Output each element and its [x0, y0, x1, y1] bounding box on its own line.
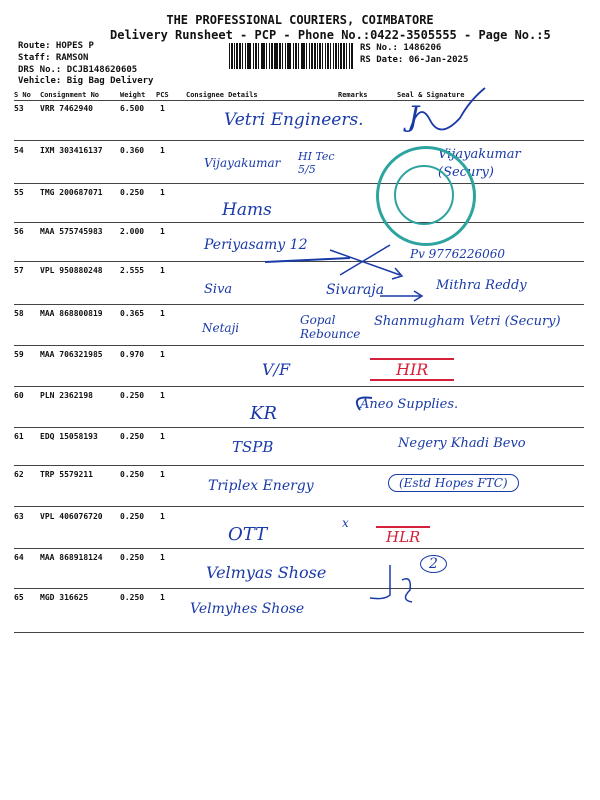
strike-line [265, 258, 350, 262]
signature-stroke [402, 579, 412, 602]
row-sno: 54 [14, 146, 24, 155]
row-consignment: IXM 303416137 [40, 146, 103, 155]
row-pcs: 1 [160, 350, 165, 359]
handwritten-consignee: Periyasamy 12 [204, 237, 308, 253]
handwritten-consignee: Netaji [202, 321, 240, 335]
row-weight: 0.970 [120, 350, 145, 359]
row-pcs: 1 [160, 432, 165, 441]
col-sno: S No [14, 91, 31, 99]
row-consignment: PLN 2362198 [40, 391, 93, 400]
row-sno: 60 [14, 391, 24, 400]
rs-number: RS No.: 1486206 [360, 43, 442, 53]
row-sno: 55 [14, 188, 24, 197]
row-sno: 57 [14, 266, 24, 275]
row-weight: 0.250 [120, 593, 145, 602]
signature-stroke [370, 565, 390, 599]
row-weight: 0.365 [120, 309, 145, 318]
col-consignee: Consignee Details [186, 91, 258, 99]
route-label: Route: HOPES P [18, 41, 94, 51]
cross-stroke [340, 245, 390, 275]
row-sno: 62 [14, 470, 24, 479]
row-weight: 0.250 [120, 470, 145, 479]
row-pcs: 1 [160, 593, 165, 602]
col-weight: Weight [120, 91, 146, 99]
row-sno: 61 [14, 432, 24, 441]
vehicle-label: Vehicle: Big Bag Delivery [18, 76, 154, 86]
col-consignment: Consignment No [40, 91, 100, 99]
handwritten-consignee: V/F [262, 360, 291, 379]
row-consignment: VRR 7462940 [40, 104, 93, 113]
row-pcs: 1 [160, 391, 165, 400]
handwritten-remark: Sivaraja [326, 282, 385, 298]
document-subtitle: Delivery Runsheet - PCP - Phone No.:0422-3505555 - Page No.:5 [110, 28, 551, 42]
col-seal: Seal & Signature [397, 91, 465, 99]
row-consignment: MAA 575745983 [40, 227, 103, 236]
handwritten-signature: HLR [376, 526, 430, 546]
handwritten-consignee: Velmyas Shose [206, 563, 327, 582]
row-consignment: VPL 406076720 [40, 512, 103, 521]
row-pcs: 1 [160, 227, 165, 236]
handwritten-note: Gopal Rebounce [300, 313, 361, 341]
row-pcs: 1 [160, 266, 165, 275]
row-consignment: MAA 868918124 [40, 553, 103, 562]
handwritten-signature: J [408, 100, 420, 133]
row-pcs: 1 [160, 188, 165, 197]
row-consignment: EDQ 15058193 [40, 432, 98, 441]
row-weight: 2.555 [120, 266, 145, 275]
row-sno: 58 [14, 309, 24, 318]
handwritten-signature: Vijayakumar (Secury) [438, 147, 521, 180]
handwritten-consignee: Vetri Engineers. [224, 110, 364, 130]
row-consignment: VPL 950880248 [40, 266, 103, 275]
handwritten-signature: (Estd Hopes FTC) [388, 474, 519, 492]
staff-label: Staff: RAMSON [18, 53, 89, 63]
handwritten-signature: Aneo Supplies. [360, 397, 459, 412]
row-consignment: TMG 200687071 [40, 188, 103, 197]
row-pcs: 1 [160, 470, 165, 479]
handwritten-consignee: Hams [222, 200, 272, 220]
row-consignment: MAA 706321985 [40, 350, 103, 359]
row-weight: 2.000 [120, 227, 145, 236]
row-weight: 0.250 [120, 188, 145, 197]
row-pcs: 1 [160, 104, 165, 113]
handwritten-signature: Pv 9776226060 [410, 247, 506, 261]
row-pcs: 1 [160, 553, 165, 562]
handwritten-signature: Mithra Reddy [436, 278, 527, 293]
handwritten-signature: HIR [370, 358, 454, 381]
handwritten-signature: Shanmugham Vetri (Secury) [374, 314, 561, 329]
row-consignment: MGD 316625 [40, 593, 89, 602]
handwritten-signature: Negery Khadi Bevo [398, 436, 526, 451]
row-weight: 0.250 [120, 553, 145, 562]
row-pcs: 1 [160, 146, 165, 155]
row-consignment: MAA 868800819 [40, 309, 103, 318]
handwritten-consignee: Velmyhes Shose [190, 601, 305, 617]
handwritten-consignee: Siva [204, 282, 233, 297]
row-sno: 53 [14, 104, 24, 113]
handwritten-remark: x [342, 516, 349, 530]
handwritten-consignee: Triplex Energy [208, 478, 314, 494]
drs-number: DRS No.: DCJB148620605 [18, 65, 138, 75]
handwritten-signature: 2 [420, 555, 447, 573]
handwritten-consignee: KR [250, 403, 277, 424]
col-remarks: Remarks [338, 91, 368, 99]
handwritten-note: HI Tec 5/5 [298, 150, 335, 176]
rs-date: RS Date: 06-Jan-2025 [360, 55, 469, 65]
row-weight: 0.250 [120, 432, 145, 441]
handwritten-consignee: TSPB [232, 438, 274, 456]
row-sno: 56 [14, 227, 24, 236]
row-pcs: 1 [160, 309, 165, 318]
row-pcs: 1 [160, 512, 165, 521]
row-weight: 6.500 [120, 104, 145, 113]
row-sno: 63 [14, 512, 24, 521]
signature-stroke [357, 398, 372, 411]
handwritten-consignee: OTT [228, 524, 268, 545]
document-title: THE PROFESSIONAL COURIERS, COIMBATORE [166, 13, 434, 27]
arrow-stroke [380, 291, 422, 301]
row-weight: 0.250 [120, 391, 145, 400]
row-consignment: TRP 5579211 [40, 470, 93, 479]
col-pcs: PCS [156, 91, 169, 99]
row-sno: 59 [14, 350, 24, 359]
row-sno: 65 [14, 593, 24, 602]
row-sno: 64 [14, 553, 24, 562]
row-weight: 0.250 [120, 512, 145, 521]
row-weight: 0.360 [120, 146, 145, 155]
handwritten-consignee: Vijayakumar [204, 156, 281, 170]
signature-stroke [410, 88, 485, 130]
